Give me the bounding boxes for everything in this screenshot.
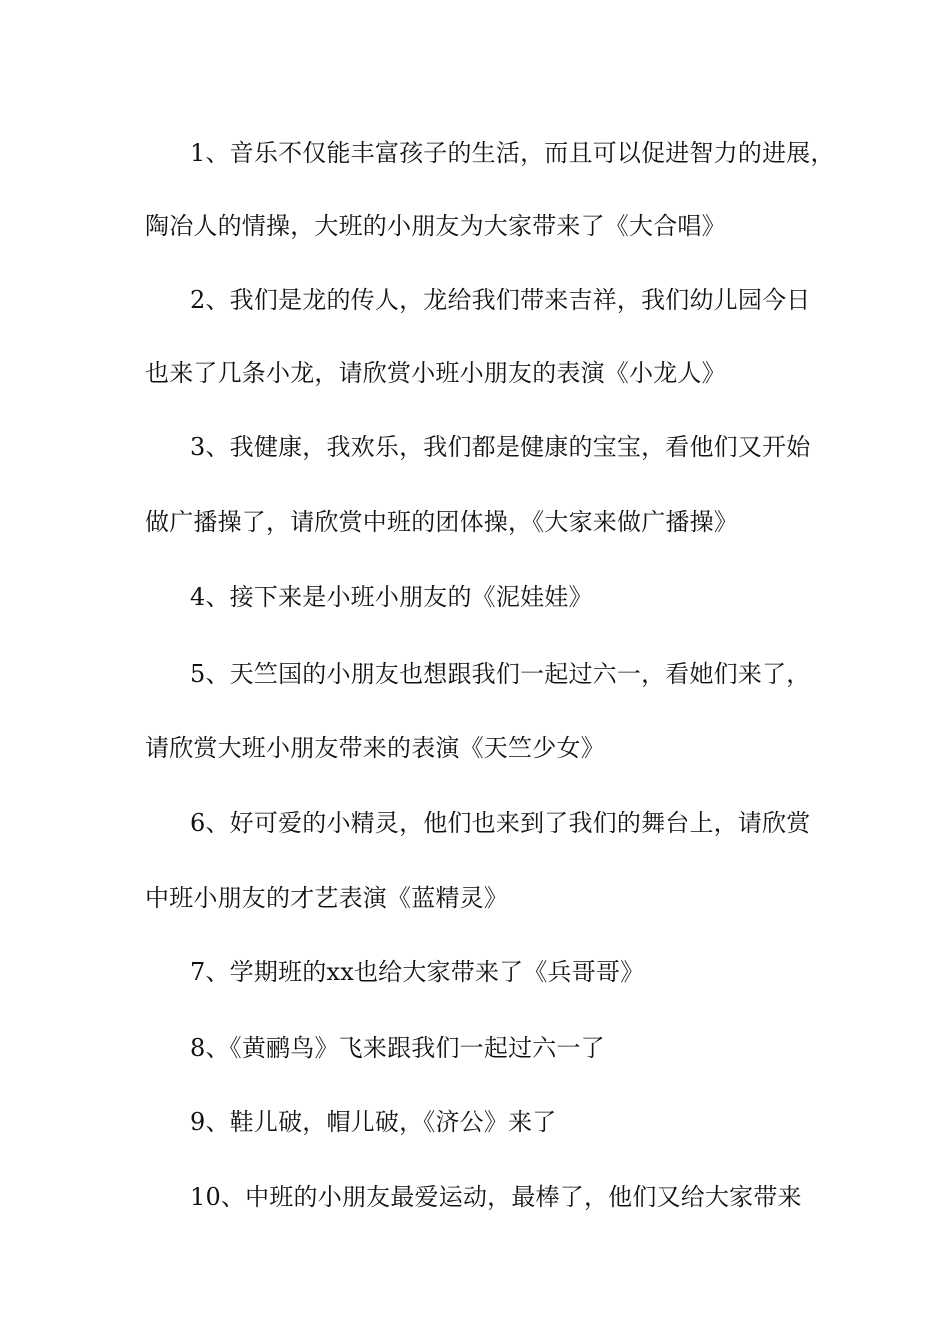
paragraph-7-line-1: 7、学期班的xx也给大家带来了《兵哥哥》 [190, 958, 645, 986]
paragraph-1-line-2: 陶冶人的情操，大班的小朋友为大家带来了《大合唱》 [145, 212, 726, 240]
paragraph-2-line-2: 也来了几条小龙，请欣赏小班小朋友的表演《小龙人》 [145, 359, 726, 387]
paragraph-2-line-1: 2、我们是龙的传人，龙给我们带来吉祥，我们幼儿园今日 [190, 286, 811, 314]
paragraph-6-line-1: 6、好可爱的小精灵，他们也来到了我们的舞台上，请欣赏 [190, 809, 811, 837]
paragraph-6-line-2: 中班小朋友的才艺表演《蓝精灵》 [145, 884, 508, 912]
paragraph-3-line-1: 3、我健康，我欢乐，我们都是健康的宝宝，看他们又开始 [190, 433, 811, 461]
paragraph-1-line-1: 1、音乐不仅能丰富孩子的生活，而且可以促进智力的进展， [190, 139, 835, 167]
paragraph-4-line-1: 4、接下来是小班小朋友的《泥娃娃》 [190, 583, 593, 611]
paragraph-9-line-1: 9、鞋儿破，帽儿破，《济公》来了 [190, 1108, 557, 1136]
paragraph-8-line-1: 8、《黄鹂鸟》飞来跟我们一起过六一了 [190, 1034, 605, 1062]
paragraph-3-line-2: 做广播操了，请欣赏中班的团体操，《大家来做广播操》 [145, 508, 738, 536]
paragraph-5-line-2: 请欣赏大班小朋友带来的表演《天竺少女》 [145, 734, 605, 762]
paragraph-5-line-1: 5、天竺国的小朋友也想跟我们一起过六一，看她们来了， [190, 660, 811, 688]
paragraph-10-line-1: 10、中班的小朋友最爱运动，最棒了，他们又给大家带来 [190, 1183, 802, 1211]
